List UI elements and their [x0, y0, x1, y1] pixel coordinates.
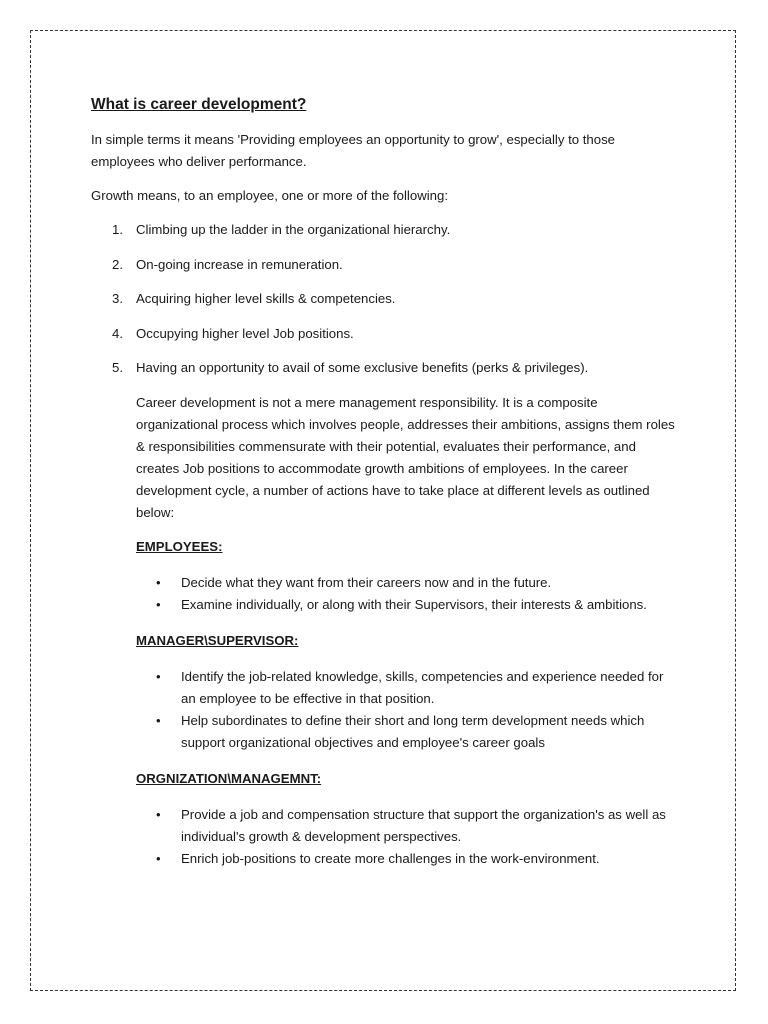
- bullet-text: Enrich job-positions to create more challenges in the work-environment.: [181, 850, 600, 866]
- list-item: [91, 254, 681, 276]
- bullet-icon: •: [156, 668, 161, 684]
- bullet-item: [136, 710, 681, 754]
- bullet-text: Identify the job-related knowledge, skills, competencies and experience needed for an employee to be effective in that position.: [181, 668, 664, 706]
- bullet-item: [136, 572, 681, 594]
- bullet-icon: •: [156, 712, 161, 728]
- bullet-item: [136, 594, 681, 616]
- list-number: 3.: [112, 291, 123, 307]
- bullet-text: Provide a job and compensation structure that support the organization's as well as individual's growth & development perspectives.: [181, 806, 666, 844]
- list-item: [91, 219, 681, 241]
- bullet-text: Help subordinates to define their short and long term development needs which support organizational objectives and employee's career goals: [181, 712, 645, 750]
- bullet-icon: •: [156, 574, 161, 590]
- growth-list: [91, 219, 681, 379]
- list-item: [91, 357, 681, 379]
- organization-bullets: [136, 804, 681, 870]
- bullet-icon: •: [156, 850, 161, 866]
- growth-intro: Growth means, to an employee, one or more of the following:: [91, 188, 448, 203]
- list-number: 1.: [112, 222, 123, 237]
- bullet-item: [136, 666, 681, 710]
- section-heading-employees: EMPLOYEES:: [136, 538, 223, 554]
- document-title: What is career development?: [91, 96, 307, 113]
- list-item-text: Having an opportunity to avail of some exclusive benefits (perks & privileges).: [136, 360, 589, 376]
- levels-block: [136, 392, 681, 870]
- list-item-text: On-going increase in remuneration.: [136, 256, 343, 272]
- list-item-text: Occupying higher level Job positions.: [136, 325, 354, 341]
- composite-paragraph: Career development is not a mere management responsibility. It is a composite organizational process which involves people, addresses their ambitions, assigns them roles & responsibilities commensurate with their potential, evaluates their performance, and creates Job positions to accommodate growth ambitions of employees. In the career development cycle, a number of actions have to take place at different levels as outlined below:: [136, 394, 675, 520]
- bullet-text: Decide what they want from their careers now and in the future.: [181, 574, 552, 590]
- list-item-text: Acquiring higher level skills & competencies.: [136, 291, 396, 307]
- section-heading-organization: ORGNIZATION\MANAGEMNT:: [136, 770, 322, 786]
- list-item: [91, 288, 681, 310]
- document-body: [91, 93, 681, 884]
- bullet-item: [136, 804, 681, 848]
- list-item: [91, 323, 681, 345]
- list-number: 4.: [112, 325, 123, 341]
- employees-bullets: [136, 572, 681, 616]
- manager-bullets: [136, 666, 681, 754]
- list-number: 2.: [112, 256, 123, 272]
- bullet-icon: •: [156, 596, 161, 612]
- bullet-text: Examine individually, or along with their Supervisors, their interests & ambitions.: [181, 596, 647, 612]
- bullet-icon: •: [156, 806, 161, 822]
- section-heading-manager: MANAGER\SUPERVISOR:: [136, 632, 299, 648]
- list-number: 5.: [112, 360, 123, 376]
- bullet-item: [136, 848, 681, 870]
- intro-paragraph: In simple terms it means 'Providing employees an opportunity to grow', especially to those employees who deliver performance.: [91, 132, 615, 169]
- list-item-text: Climbing up the ladder in the organizational hierarchy.: [136, 222, 451, 237]
